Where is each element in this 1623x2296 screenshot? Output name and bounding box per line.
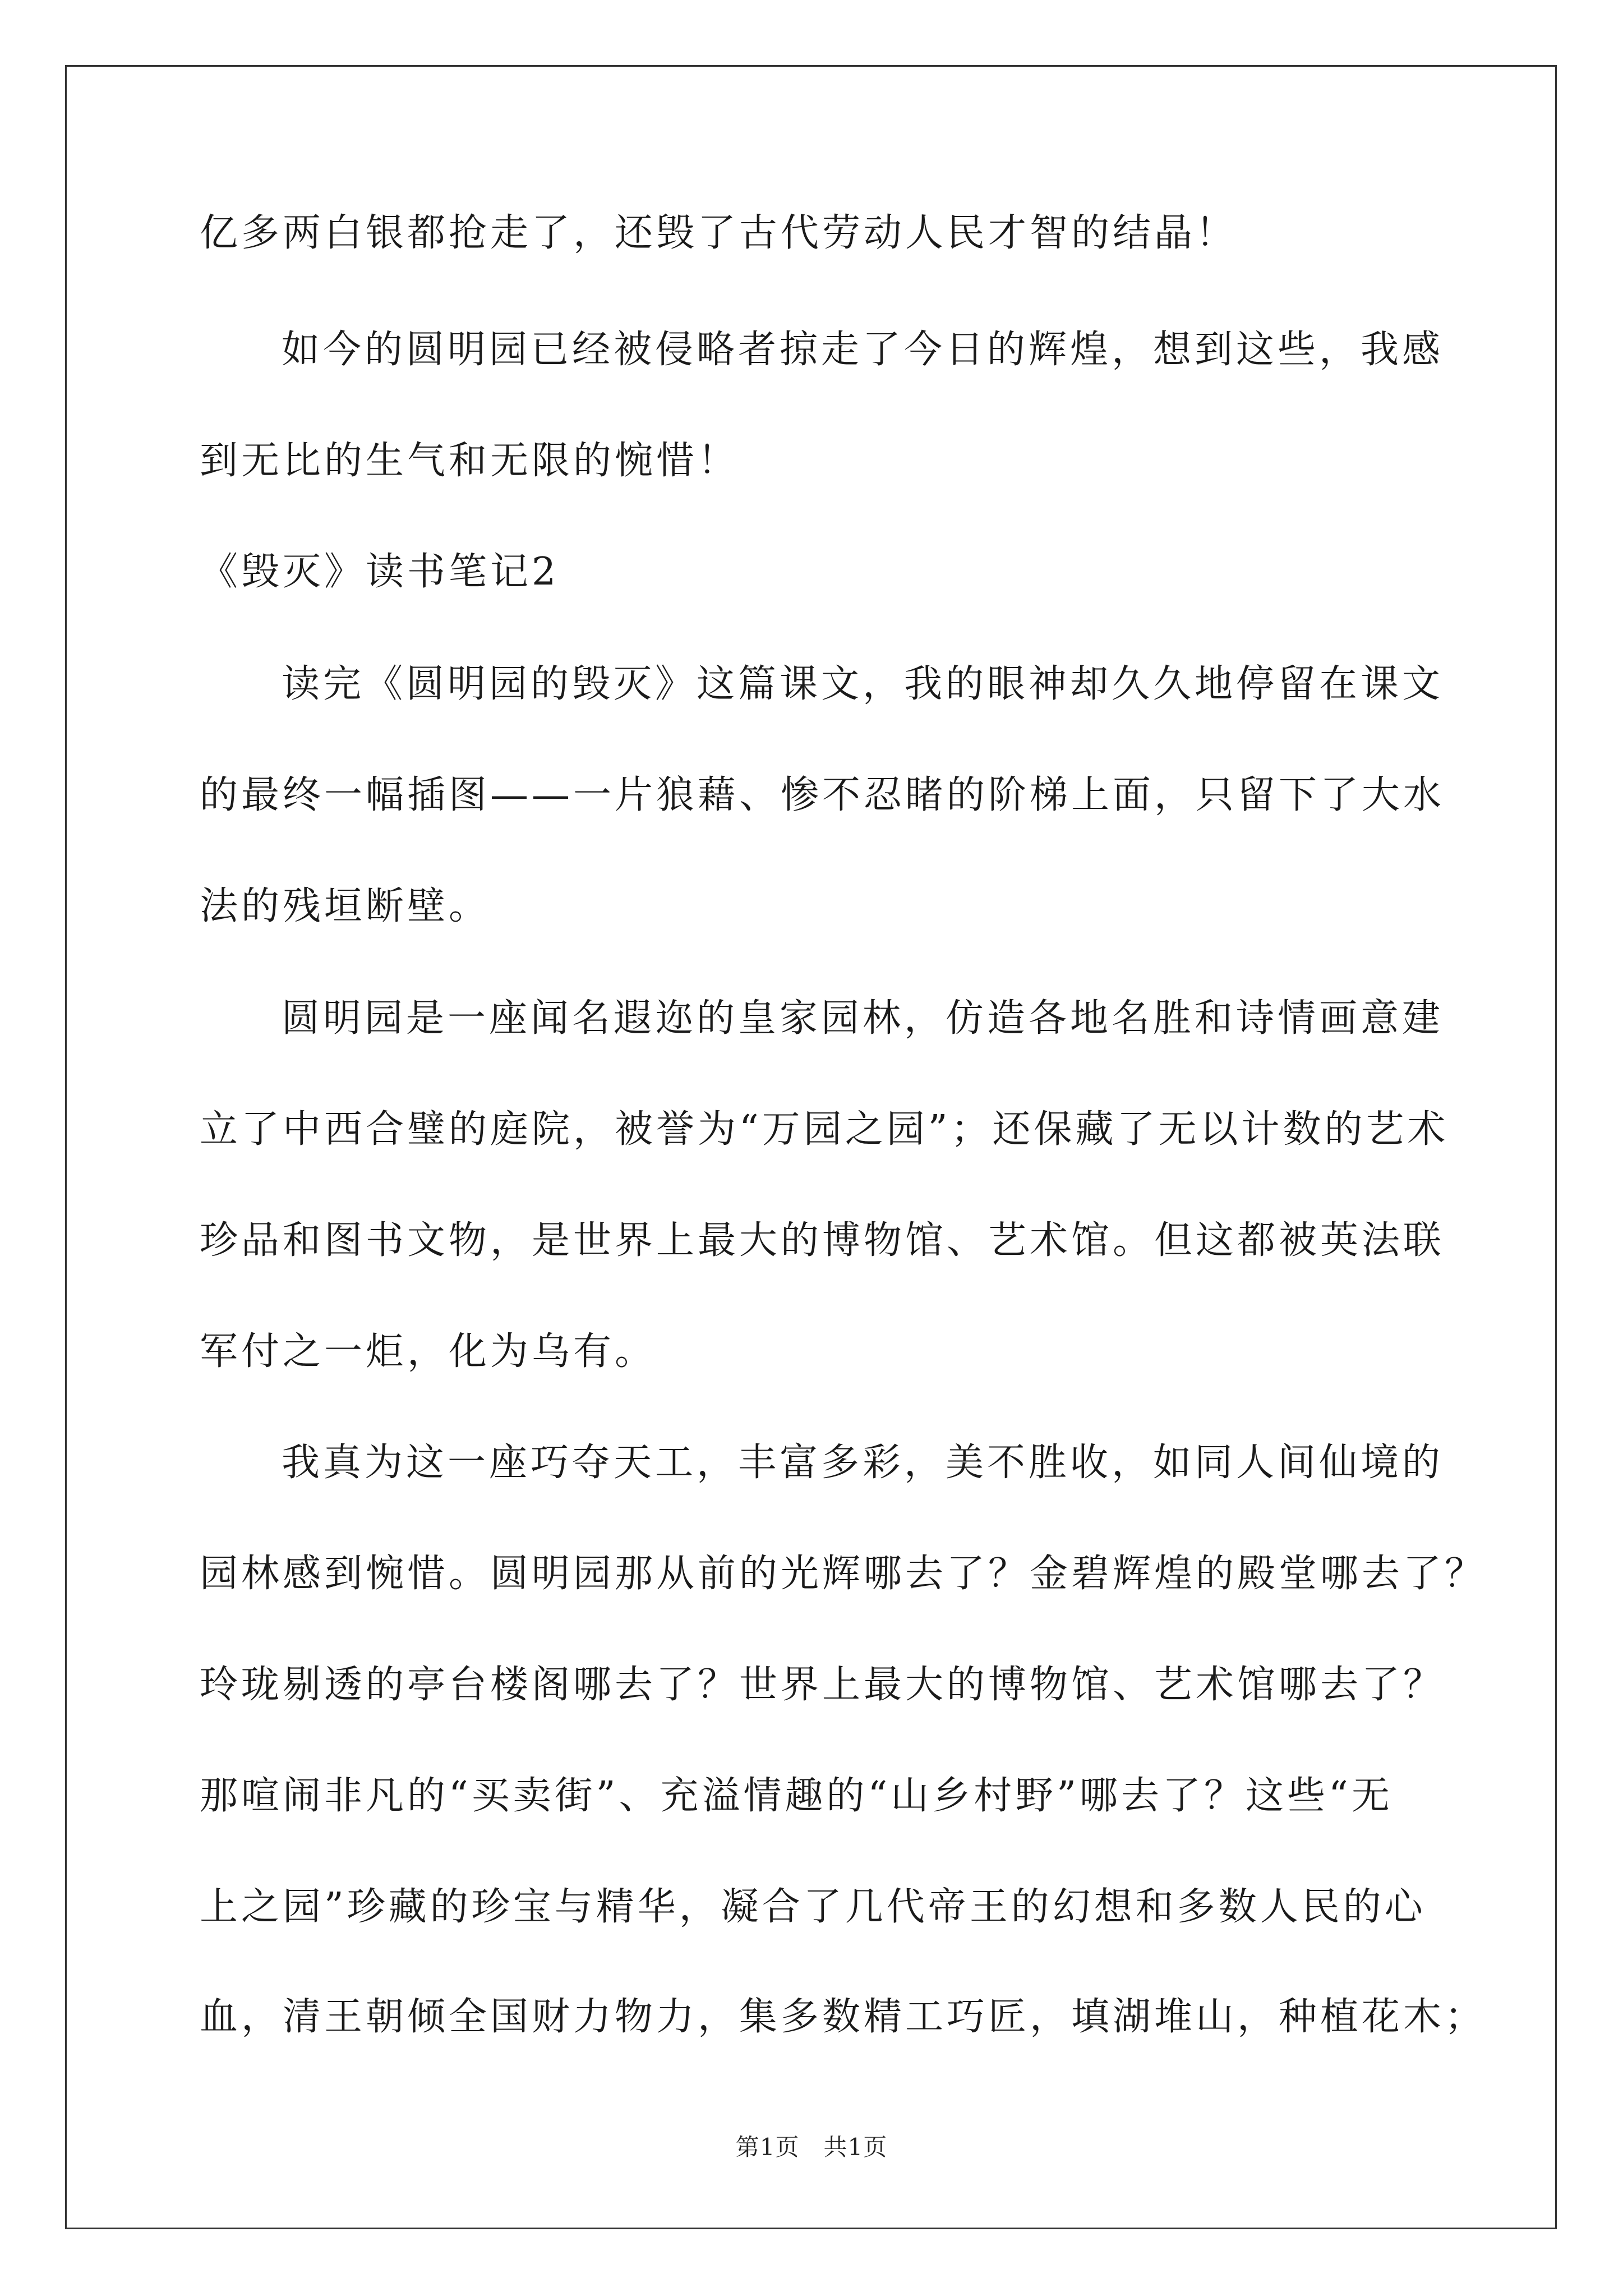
text-line: 立了中西合璧的庭院，被誉为“万园之园”；还保藏了无以计数的艺术 <box>200 1107 1449 1152</box>
text-line: 园林感到惋惜。圆明园那从前的光辉哪去了？金碧辉煌的殿堂哪去了？ <box>200 1552 1487 1596</box>
text-line: 到无比的生气和无限的惋惜！ <box>200 439 740 483</box>
text-line: 血，清王朝倾全国财力物力，集多数精工巧匠，填湖堆山，种植花木； <box>200 1995 1487 2039</box>
page-number: 第1页 共1页 <box>735 2133 888 2161</box>
text-line: 玲珑剔透的亭台楼阁哪去了？世界上最大的博物馆、艺术馆哪去了？ <box>200 1663 1445 1707</box>
text-line: 那喧闹非凡的“买卖街”、充溢情趣的“山乡村野”哪去了？这些“无 <box>200 1774 1393 1818</box>
text-line: 如今的圆明园已经被侵略者掠走了今日的辉煌，想到这些，我感 <box>282 328 1444 372</box>
text-line: 上之园”珍藏的珍宝与精华，凝合了几代帝王的幻想和多数人民的心 <box>200 1885 1426 1929</box>
text-line: 读完《圆明园的毁灭》这篇课文，我的眼神却久久地停留在课文 <box>282 662 1444 706</box>
text-line: 的最终一幅插图——一片狼藉、惨不忍睹的阶梯上面，只留下了大水 <box>200 773 1445 817</box>
text-line: 珍品和图书文物，是世界上最大的博物馆、艺术馆。但这都被英法联 <box>200 1218 1445 1263</box>
text-line: 军付之一炬，化为乌有。 <box>200 1329 657 1374</box>
section-heading: 《毁灭》读书笔记2 <box>200 550 560 594</box>
text-line: 亿多两白银都抢走了，还毁了古代劳动人民才智的结晶！ <box>200 211 1238 255</box>
text-line: 我真为这一座巧夺天工，丰富多彩，美不胜收，如同人间仙境的 <box>282 1441 1444 1485</box>
text-line: 圆明园是一座闻名遐迩的皇家园林，仿造各地名胜和诗情画意建 <box>282 996 1444 1041</box>
text-line: 法的残垣断壁。 <box>200 884 491 928</box>
